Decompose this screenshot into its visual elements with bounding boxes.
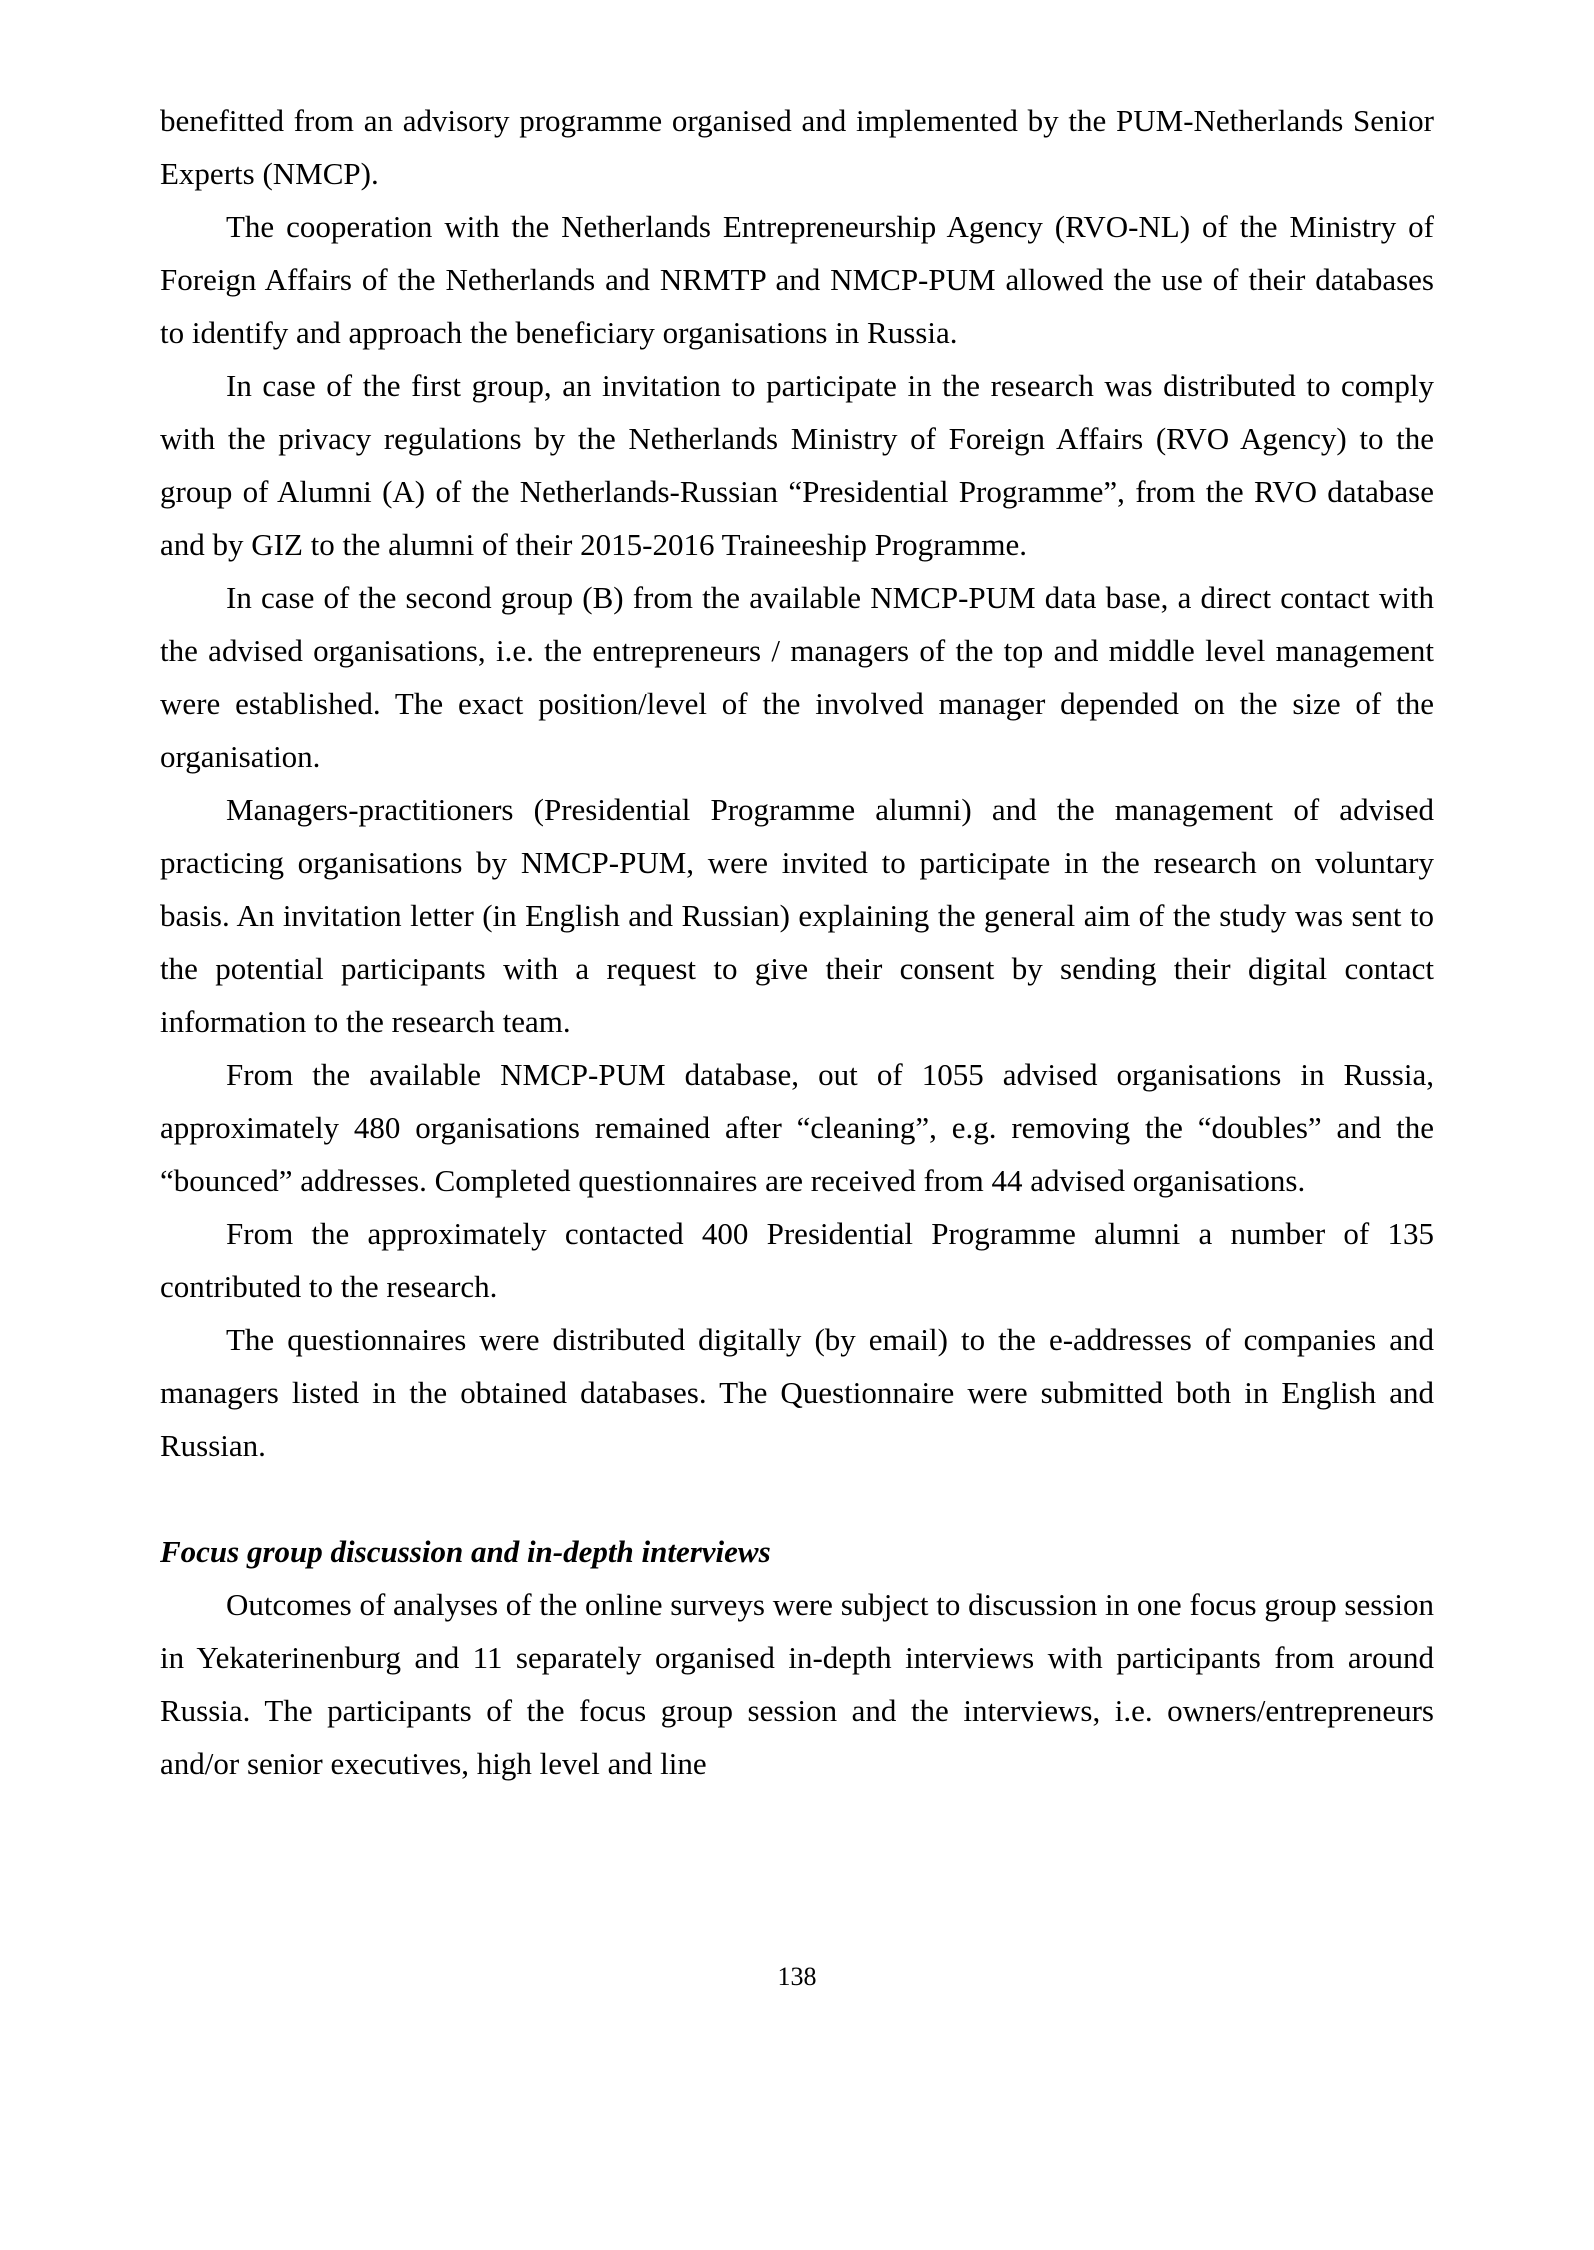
page-number: 138 xyxy=(777,1962,817,1991)
paragraph: From the available NMCP-PUM database, out of 1055 advised organisations in Russia, approximately 480 organisations remained after “cleaning”, e.g. removing the “doubles” and the “bounced” addresses. Completed questionnaires are received from 44 advised organisations. xyxy=(160,1057,1434,1198)
paragraph: From the approximately contacted 400 Presidential Programme alumni a number of 135 contributed to the research. xyxy=(160,1216,1434,1304)
paragraph: Outcomes of analyses of the online surveys were subject to discussion in one focus group session in Yekaterinenburg and 11 separately organised in-depth interviews with participants from around Russia. The participants of the focus group session and the interviews, i.e. owners/entrepreneurs and/or senior executives, high level and line xyxy=(160,1587,1434,1781)
paragraph: Managers-practitioners (Presidential Programme alumni) and the management of advised practicing organisations by NMCP-PUM, were invited to participate in the research on voluntary basis. An invitation letter (in English and Russian) explaining the general aim of the study was sent to the potential participants with a request to give their consent by sending their digital contact information to the research team. xyxy=(160,792,1434,1039)
paragraph: benefitted from an advisory programme organised and implemented by the PUM-Netherlands Senior Experts (NMCP). xyxy=(160,103,1434,191)
section-heading: Focus group discussion and in-depth interviews xyxy=(160,1534,771,1569)
paragraph: The questionnaires were distributed digitally (by email) to the e-addresses of companies and managers listed in the obtained databases. The Questionnaire were submitted both in English and Russian. xyxy=(160,1322,1434,1463)
paragraph: In case of the second group (B) from the available NMCP-PUM data base, a direct contact with the advised organisations, i.e. the entrepreneurs / managers of the top and middle level management were established. The exact position/level of the involved manager depended on the size of the organisation. xyxy=(160,580,1434,774)
page-content xyxy=(160,94,1434,1790)
paragraph: In case of the first group, an invitation to participate in the research was distributed to comply with the privacy regulations by the Netherlands Ministry of Foreign Affairs (RVO Agency) to the group of Alumni (A) of the Netherlands-Russian “Presidential Programme”, from the RVO database and by GIZ to the alumni of their 2015-2016 Traineeship Programme. xyxy=(160,368,1434,562)
paragraph: The cooperation with the Netherlands Entrepreneurship Agency (RVO-NL) of the Ministry of Foreign Affairs of the Netherlands and NRMTP and NMCP-PUM allowed the use of their databases to identify and approach the beneficiary organisations in Russia. xyxy=(160,209,1434,350)
